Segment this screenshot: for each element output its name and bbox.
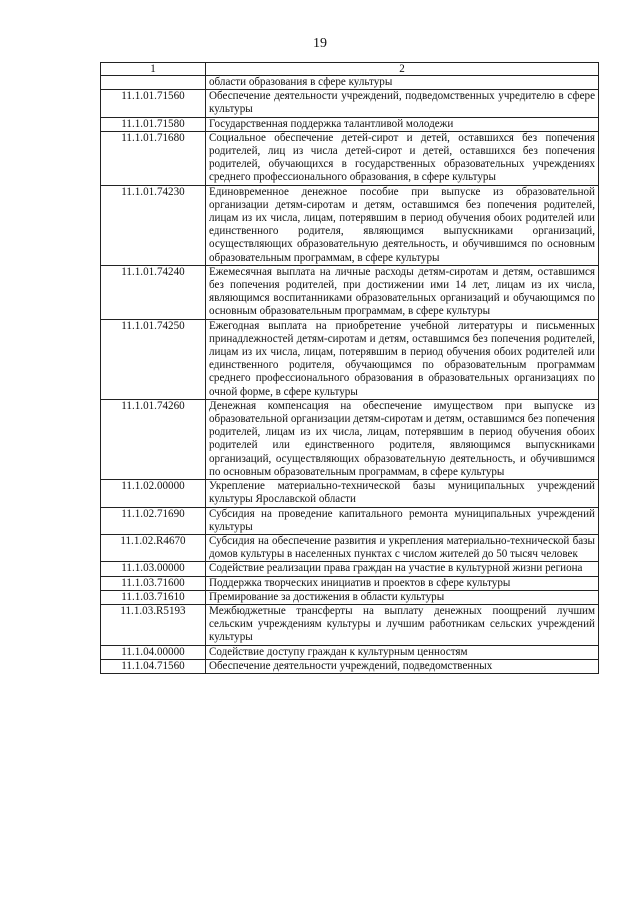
row-description: Обеспечение деятельности учреждений, подведомственных [206,659,599,673]
table-row [101,659,599,673]
table-row [101,76,599,90]
row-code: 11.1.01.74250 [101,319,206,399]
row-description: Денежная компенсация на обеспечение имуществом при выпуске из образовательной организации детям-сиротам и детям, оставшимся без попечения родителей, лицам из их числа, лицам, потерявшим в период обучения обоих родителей или единственного родителя, являющимся выпускниками организаций, осуществляющих образовательную деятельность, и обучившимся по основным образовательным программам, в сфере культуры [206,399,599,479]
row-code: 11.1.01.74260 [101,399,206,479]
row-code: 11.1.01.74240 [101,265,206,319]
row-description: Социальное обеспечение детей-сирот и детей, оставшихся без попечения родителей, лиц из числа детей-сирот и детей, оставшихся без попечения родителей, обучающихся в государственных образовательных учреждениях среднего профессионального образования, в сфере культуры [206,131,599,185]
table-row [101,534,599,561]
row-code: 11.1.03.R5193 [101,604,206,645]
row-description: Содействие реализации права граждан на участие в культурной жизни региона [206,562,599,576]
row-code: 11.1.02.R4670 [101,534,206,561]
row-code: 11.1.04.00000 [101,645,206,659]
budget-classification-table [100,62,599,674]
table-row [101,319,599,399]
row-description: Субсидия на обеспечение развития и укрепления материально-технической базы домов культуры в населенных пунктах с числом жителей до 50 тысяч человек [206,534,599,561]
table-row [101,185,599,265]
row-code: 11.1.01.71680 [101,131,206,185]
row-code: 11.1.02.00000 [101,480,206,507]
table-row [101,131,599,185]
row-code: 11.1.01.74230 [101,185,206,265]
table-row [101,562,599,576]
row-description: Государственная поддержка талантливой молодежи [206,117,599,131]
row-description: Содействие доступу граждан к культурным ценностям [206,645,599,659]
row-description: Премирование за достижения в области культуры [206,590,599,604]
table-row [101,590,599,604]
row-description: области образования в сфере культуры [206,76,599,90]
page-number: 19 [313,36,327,51]
row-code: 11.1.03.00000 [101,562,206,576]
row-code [101,76,206,90]
row-description: Поддержка творческих инициатив и проектов в сфере культуры [206,576,599,590]
row-description: Обеспечение деятельности учреждений, подведомственных учредителю в сфере культуры [206,90,599,117]
row-code: 11.1.04.71560 [101,659,206,673]
table-row [101,507,599,534]
table-row [101,90,599,117]
table-row [101,265,599,319]
table-row [101,117,599,131]
row-code: 11.1.03.71610 [101,590,206,604]
table-row [101,399,599,479]
row-code: 11.1.01.71580 [101,117,206,131]
table-row [101,604,599,645]
table-row [101,576,599,590]
table-row [101,480,599,507]
row-description: Единовременное денежное пособие при выпуске из образовательной организации детям-сиротам и детям, оставшимся без попечения родителей, лицам из их числа, лицам, потерявшим в период обучения обоих родителей или единственного родителя, являющимся выпускниками организаций, осуществляющих образовательную деятельность, и обучившимся по основным образовательным программам, в сфере культуры [206,185,599,265]
row-code: 11.1.03.71600 [101,576,206,590]
header-col-1: 1 [101,63,206,76]
row-description: Ежемесячная выплата на личные расходы детям-сиротам и детям, оставшимся без попечения родителей, при достижении ими 14 лет, лицам из их числа, являющимся воспитанниками образовательных организаций и обучающимся по основным образовательным программам, в сфере культуры [206,265,599,319]
row-description: Ежегодная выплата на приобретение учебной литературы и письменных принадлежностей детям-сиротам и детям, оставшимся без попечения родителей, лицам из их числа, лицам, потерявшим в период обучения обоих родителей или единственного родителя, обучающимся по образовательным программам среднего профессионального образования в образовательных организациях по очной форме, в сфере культуры [206,319,599,399]
header-col-2: 2 [206,63,599,76]
row-description: Межбюджетные трансферты на выплату денежных поощрений лучшим сельским учреждениям культуры и лучшим работникам сельских учреждений культуры [206,604,599,645]
row-code: 11.1.01.71560 [101,90,206,117]
row-description: Субсидия на проведение капитального ремонта муниципальных учреждений культуры [206,507,599,534]
row-description: Укрепление материально-технической базы муниципальных учреждений культуры Ярославской области [206,480,599,507]
table-header-row [101,63,599,76]
table-row [101,645,599,659]
row-code: 11.1.02.71690 [101,507,206,534]
